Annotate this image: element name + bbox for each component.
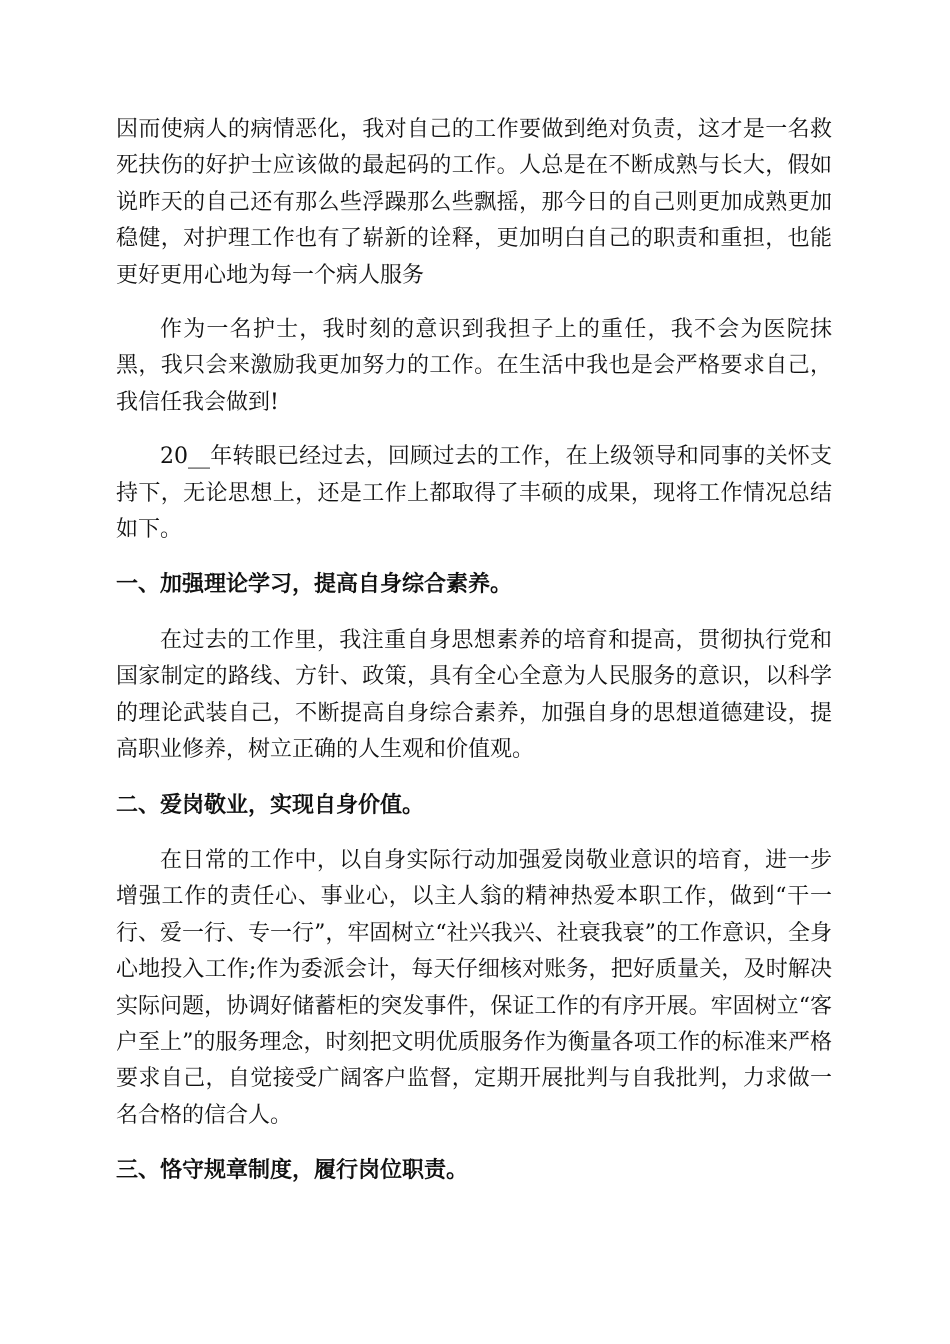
paragraph-dedication: 在日常的工作中，以自身实际行动加强爱岗敬业意识的培育，进一步增强工作的责任心、事业心，以主人翁的精神热爱本职工作，做到“干一行、爱一行、专一行”，牢固树立“社兴我兴、社衰我衰”的工作意识，全身心地投入工作;作为委派会计，每天仔细核对账务，把好质量关，及时解决实际问题，协调好储蓄柜的突发事件，保证工作的有序开展。牢固树立“客户至上”的服务理念，时刻把文明优质服务作为衡量各项工作的标准来严格要求自己，自觉接受广阔客户监督，定期开展批判与自我批判，力求做一名合格的信合人。 [116,847,832,1128]
document-body [116,112,832,1209]
paragraph-year-review: 20__年转眼已经过去，回顾过去的工作，在上级领导和同事的关怀支持下，无论思想上，还是工作上都取得了丰硕的成果，现将工作情况总结如下。 [116,444,832,543]
paragraph-theory-study: 在过去的工作里，我注重自身思想素养的培育和提高，贯彻执行党和国家制定的路线、方针、政策，具有全心全意为人民服务的意识，以科学的理论武装自己，不断提高自身综合素养，加强自身的思想道德建设，提高职业修养，树立正确的人生观和价值观。 [116,627,832,763]
section-heading-1: 一、加强理论学习，提高自身综合素养。 [116,571,513,598]
section-heading-3: 三、恪守规章制度，履行岗位职责。 [116,1157,469,1184]
paragraph-nurse-duty: 作为一名护士，我时刻的意识到我担子上的重任，我不会为医院抹黑，我只会来激励我更加努力的工作。在生活中我也是会严格要求自己，我信任我会做到! [116,317,832,415]
section-heading-2: 二、爱岗敬业，实现自身价值。 [116,791,425,818]
paragraph-continuation: 因而使病人的病情恶化，我对自己的工作要做到绝对负责，这才是一名救死扶伤的好护士应该做的最起码的工作。人总是在不断成熟与长大，假如说昨天的自己还有那么些浮躁那么些飘摇，那今日的自己则更加成熟更加稳健，对护理工作也有了崭新的诠释，更加明白自己的职责和重担，也能更好更用心地为每一个病人服务 [116,117,832,288]
